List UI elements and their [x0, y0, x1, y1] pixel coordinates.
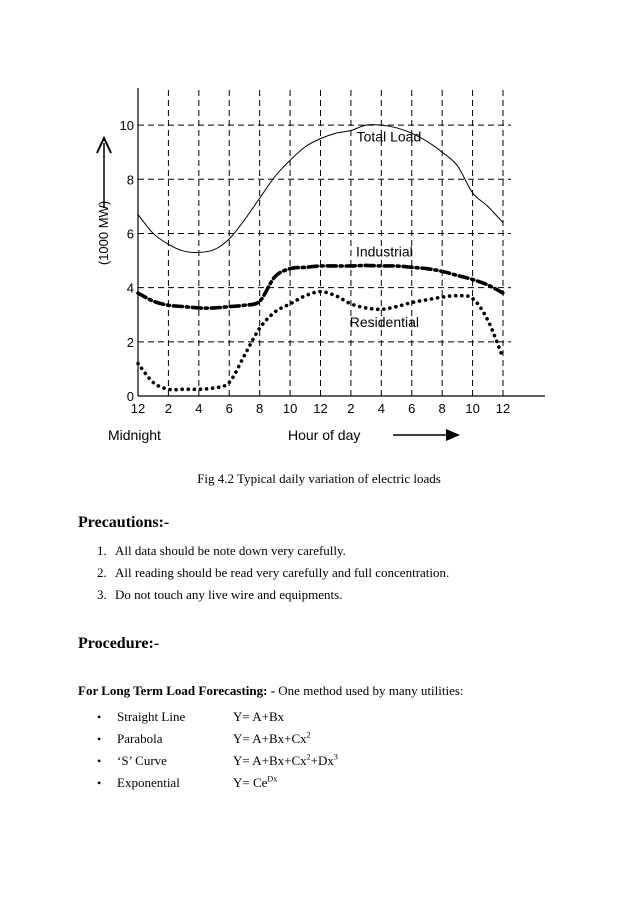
long-term-label: For Long Term Load Forecasting: - [78, 683, 276, 698]
bullet-icon: • [97, 754, 102, 768]
x-tick-label: 12 [130, 401, 146, 416]
x-tick-label: 2 [347, 401, 355, 416]
method-name: Exponential [117, 775, 180, 790]
x-start-label: Midnight [108, 427, 161, 443]
x-tick-label: 4 [195, 401, 203, 416]
bullet-icon: • [97, 776, 102, 790]
method-name: ‘S’ Curve [117, 753, 167, 768]
load-curve-chart [88, 88, 558, 448]
long-term-text: One method used by many utilities: [275, 683, 464, 698]
list-item [97, 562, 449, 584]
item-number: 2. [97, 565, 107, 580]
list-item [97, 772, 338, 794]
list-item [97, 584, 449, 606]
precautions-list [97, 540, 449, 606]
x-tick-label: 6 [225, 401, 233, 416]
precautions-heading: Precautions:- [78, 514, 170, 531]
x-tick-label: 6 [408, 401, 416, 416]
x-axis-arrow-head-icon [446, 429, 460, 441]
x-tick-label: 10 [282, 401, 298, 416]
x-tick-label: 4 [377, 401, 385, 416]
long-term-forecasting-line [78, 683, 464, 699]
y-tick-label: 6 [126, 226, 134, 242]
procedure-heading: Procedure:- [78, 635, 160, 652]
x-tick-label: 8 [256, 401, 264, 416]
method-formula: Y= A+Bx [233, 709, 285, 724]
y-tick-label: 0 [126, 389, 134, 404]
y-tick-label: 2 [126, 334, 134, 350]
y-axis-label: (1000 MW) [96, 200, 111, 266]
method-formula: $Y= A+Bx+Cx^2+Dx^3$ [233, 752, 338, 768]
x-tick-label: 2 [164, 401, 173, 416]
method-formula: $Y= Ce^{Dx}$ [233, 774, 278, 790]
x-tick-label: 10 [465, 401, 480, 416]
x-tick-label: 12 [313, 401, 328, 416]
method-formula: $Y= A+Bx+Cx^2$ [233, 730, 311, 746]
x-axis-label: Hour of day [288, 427, 361, 443]
figure-caption: Fig 4.2 Typical daily variation of electric loads [197, 471, 441, 486]
series-label-total-load: Total Load [356, 128, 422, 145]
series-label-residential: Residential [349, 313, 420, 330]
load-curve-svg [88, 88, 558, 448]
list-item [97, 540, 449, 562]
item-text: All data should be note down very carefully. [115, 543, 346, 558]
bullet-icon: • [97, 710, 102, 724]
series-label-industrial: Industrial [355, 243, 413, 260]
forecast-methods-list [97, 706, 338, 794]
list-item [97, 728, 338, 750]
x-tick-label: 12 [495, 401, 511, 416]
x-tick-label: 8 [438, 401, 446, 416]
item-text: Do not touch any live wire and equipments. [115, 587, 343, 602]
method-name: Straight Line [117, 709, 186, 724]
item-text: All reading should be read very carefully and full concentration. [115, 565, 450, 580]
y-tick-label: 4 [126, 280, 134, 296]
list-item [97, 706, 338, 728]
method-name: Parabola [117, 731, 163, 746]
list-item [97, 750, 338, 772]
y-tick-label: 10 [119, 118, 134, 134]
y-tick-label: 8 [126, 172, 134, 188]
item-number: 3. [97, 587, 107, 602]
item-number: 1. [97, 543, 107, 558]
bullet-icon: • [97, 732, 102, 746]
